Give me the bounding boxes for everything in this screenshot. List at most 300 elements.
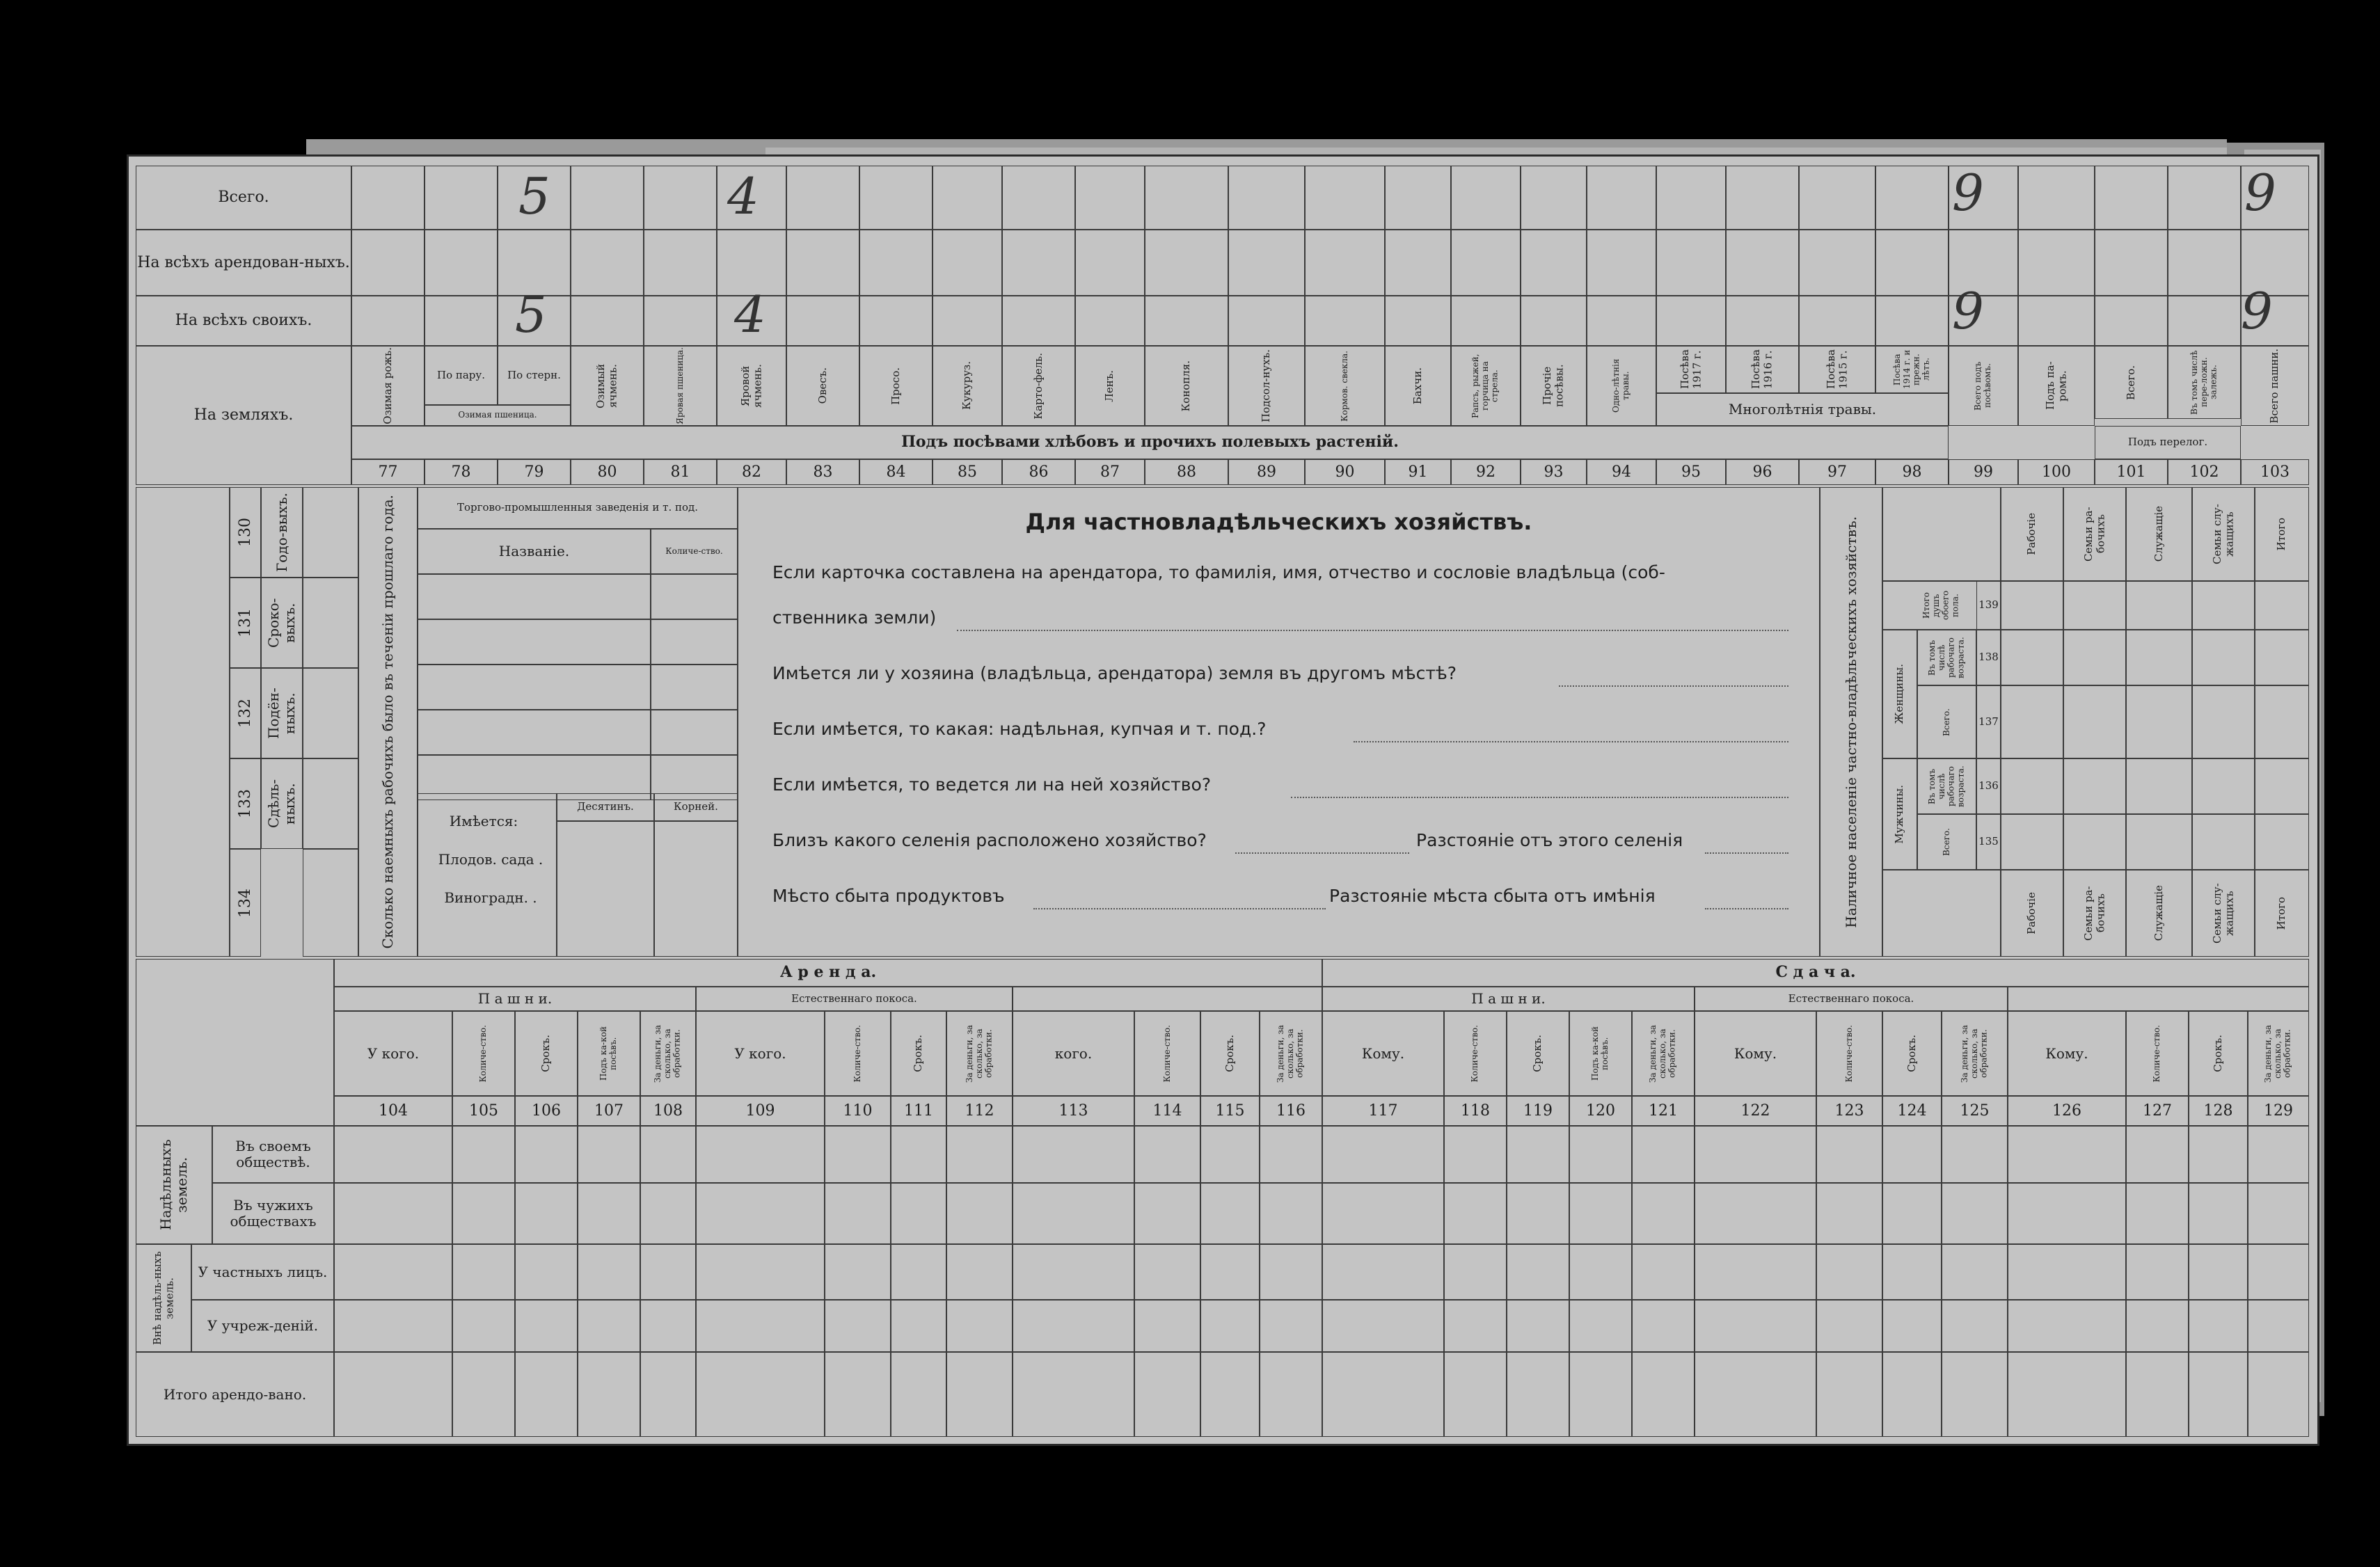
entry-cell[interactable]: [1200, 1300, 1260, 1352]
entry-cell[interactable]: [1569, 1183, 1632, 1244]
entry-cell[interactable]: [1882, 1183, 1942, 1244]
trade-name-line[interactable]: [418, 665, 651, 710]
entry-cell[interactable]: [1816, 1300, 1882, 1352]
pop-right-cell[interactable]: [2255, 630, 2309, 685]
hired-workers-title-text: Сколько наемныхъ рабочихъ было въ теченіи прошлаго года.: [379, 495, 396, 949]
trade-qty-line[interactable]: [651, 574, 738, 619]
pop-right-cell[interactable]: [2063, 685, 2126, 758]
answer-land-type-line[interactable]: [1354, 741, 1788, 742]
entry-cell[interactable]: [1200, 1126, 1260, 1183]
entry-cell[interactable]: [1882, 1244, 1942, 1300]
trade-name-line[interactable]: [418, 619, 651, 665]
pop-num-138: [1976, 630, 2001, 685]
svoi-cell-102[interactable]: [2168, 296, 2241, 346]
entry-cell[interactable]: [452, 1300, 515, 1352]
vsego-cell-80[interactable]: [571, 166, 644, 230]
entry-cell[interactable]: [1322, 1300, 1444, 1352]
entry-cell[interactable]: [1444, 1300, 1507, 1352]
arend-cell-86[interactable]: [1002, 230, 1075, 296]
entry-cell[interactable]: [1322, 1352, 1444, 1437]
entry-cell[interactable]: [1013, 1300, 1134, 1352]
entry-cell[interactable]: [2126, 1300, 2189, 1352]
pop-right-cell[interactable]: [2192, 814, 2255, 870]
sdacha-num-121-text: 121: [1649, 1101, 1678, 1120]
pop-right-cell[interactable]: [2192, 685, 2255, 758]
entry-cell[interactable]: [578, 1300, 640, 1352]
entry-cell[interactable]: [2126, 1126, 2189, 1183]
svoi-cell-87[interactable]: [1075, 296, 1145, 346]
entry-cell[interactable]: [1569, 1244, 1632, 1300]
entry-cell[interactable]: [1134, 1300, 1200, 1352]
answer-other-land-line[interactable]: [1559, 685, 1788, 687]
arend-cell-83[interactable]: [786, 230, 859, 296]
col-num-81-text: 81: [670, 463, 690, 481]
entry-cell[interactable]: [1507, 1183, 1569, 1244]
entry-cell[interactable]: [334, 1126, 452, 1183]
desyatin-head: [557, 793, 654, 821]
col-num-93-text: 93: [1544, 463, 1564, 481]
entry-cell[interactable]: [1942, 1126, 2008, 1183]
entry-cell[interactable]: [1013, 1126, 1134, 1183]
col-num-87-text: 87: [1100, 463, 1120, 481]
entry-cell[interactable]: [2248, 1352, 2309, 1437]
group-pod-perelog: [2095, 426, 2241, 459]
vsego-cell-86[interactable]: [1002, 166, 1075, 230]
pop-right-cell[interactable]: [2063, 581, 2126, 630]
sdacha-head-117: [1322, 1011, 1444, 1096]
entry-cell[interactable]: [1695, 1126, 1816, 1183]
entry-cell[interactable]: [1260, 1300, 1322, 1352]
entry-cell[interactable]: [1632, 1352, 1695, 1437]
entry-cell[interactable]: [640, 1352, 696, 1437]
entry-cell[interactable]: [1444, 1126, 1507, 1183]
answer-village-distance-line[interactable]: [1705, 852, 1788, 854]
col-head-90-text: Кормов. свекла.: [1339, 350, 1349, 422]
pop-right-cell[interactable]: [2063, 758, 2126, 814]
svoi-cell-93[interactable]: [1521, 296, 1587, 346]
row-svoem: [212, 1126, 334, 1183]
entry-cell[interactable]: [2189, 1352, 2248, 1437]
arend-cell-96[interactable]: [1726, 230, 1799, 296]
col-num-93: [1521, 459, 1587, 485]
pop-right-cell[interactable]: [2001, 685, 2063, 758]
entry-cell[interactable]: [1816, 1126, 1882, 1183]
entry-cell[interactable]: [515, 1126, 578, 1183]
entry-cell[interactable]: [1695, 1244, 1816, 1300]
svoi-cell-86[interactable]: [1002, 296, 1075, 346]
entry-cell[interactable]: [891, 1300, 946, 1352]
entry-cell[interactable]: [2008, 1183, 2126, 1244]
entry-cell[interactable]: [946, 1300, 1013, 1352]
entry-cell[interactable]: [1013, 1244, 1134, 1300]
entry-cell[interactable]: [640, 1183, 696, 1244]
svoi-cell-97[interactable]: [1799, 296, 1875, 346]
entry-cell[interactable]: [640, 1126, 696, 1183]
trade-qty-line[interactable]: [651, 665, 738, 710]
entry-cell[interactable]: [452, 1352, 515, 1437]
entry-cell[interactable]: [946, 1183, 1013, 1244]
sdacha-third-head: [2008, 987, 2309, 1011]
entry-cell[interactable]: [946, 1126, 1013, 1183]
entry-cell[interactable]: [515, 1244, 578, 1300]
entry-cell[interactable]: [578, 1352, 640, 1437]
arenda-num-111: [891, 1096, 946, 1126]
entry-cell[interactable]: [1200, 1183, 1260, 1244]
entry-cell[interactable]: [334, 1244, 452, 1300]
entry-cell[interactable]: [1444, 1244, 1507, 1300]
svoi-cell-85[interactable]: [933, 296, 1002, 346]
entry-cell[interactable]: [640, 1244, 696, 1300]
arend-cell-102[interactable]: [2168, 230, 2241, 296]
entry-cell[interactable]: [578, 1244, 640, 1300]
col-head-80: [571, 346, 644, 426]
arenda-num-110-text: 110: [843, 1101, 873, 1120]
arend-cell-90[interactable]: [1305, 230, 1385, 296]
pop-right-cell[interactable]: [2126, 685, 2192, 758]
entry-cell[interactable]: [1507, 1300, 1569, 1352]
col-num-78-text: 78: [451, 463, 471, 481]
vsego-cell-81[interactable]: [644, 166, 717, 230]
worker-label-132-text: Подён-ныхъ.: [265, 687, 298, 739]
arend-cell-78[interactable]: [425, 230, 498, 296]
pop-right-head-3-text: Семьи слу-жащихъ: [2210, 504, 2235, 564]
entry-cell[interactable]: [891, 1183, 946, 1244]
vsego-cell-96[interactable]: [1726, 166, 1799, 230]
desyatin-value[interactable]: [557, 821, 654, 957]
col-num-85-text: 85: [958, 463, 977, 481]
vsego-cell-78[interactable]: [425, 166, 498, 230]
entry-cell[interactable]: [1260, 1352, 1322, 1437]
entry-cell[interactable]: [1507, 1352, 1569, 1437]
entry-cell[interactable]: [2189, 1244, 2248, 1300]
pop-num-135: [1976, 814, 2001, 870]
worker-value-132[interactable]: [303, 668, 358, 758]
entry-cell[interactable]: [1507, 1244, 1569, 1300]
svoi-cell-81[interactable]: [644, 296, 717, 346]
answer-owner-line[interactable]: [957, 630, 1788, 631]
svoi-cell-77[interactable]: [351, 296, 425, 346]
worker-value-133[interactable]: [303, 758, 358, 849]
vsego-cell-101[interactable]: [2095, 166, 2168, 230]
worker-value-130[interactable]: [303, 487, 358, 578]
svoi-cell-89[interactable]: [1228, 296, 1305, 346]
entry-cell[interactable]: [1695, 1352, 1816, 1437]
entry-cell[interactable]: [2189, 1183, 2248, 1244]
entry-cell[interactable]: [1134, 1183, 1200, 1244]
entry-cell[interactable]: [891, 1126, 946, 1183]
svoi-cell-91[interactable]: [1385, 296, 1451, 346]
svoi-cell-98[interactable]: [1875, 296, 1949, 346]
answer-farming-line[interactable]: [1291, 797, 1788, 798]
entry-cell[interactable]: [946, 1352, 1013, 1437]
entry-cell[interactable]: [1882, 1126, 1942, 1183]
entry-cell[interactable]: [2008, 1300, 2126, 1352]
entry-cell[interactable]: [1134, 1126, 1200, 1183]
entry-cell[interactable]: [1507, 1126, 1569, 1183]
vsego-cell-84[interactable]: [859, 166, 933, 230]
arend-cell-97[interactable]: [1799, 230, 1875, 296]
entry-cell[interactable]: [452, 1183, 515, 1244]
entry-cell[interactable]: [334, 1352, 452, 1437]
pop-right-cell[interactable]: [2126, 758, 2192, 814]
population-title: [1820, 487, 1882, 957]
arend-cell-100[interactable]: [2018, 230, 2095, 296]
vsego-cell-93[interactable]: [1521, 166, 1587, 230]
pop-right-cell[interactable]: [2001, 814, 2063, 870]
arend-cell-98[interactable]: [1875, 230, 1949, 296]
entry-cell[interactable]: [1942, 1244, 2008, 1300]
pop-right-cell[interactable]: [2255, 814, 2309, 870]
pop-right-cell[interactable]: [2255, 758, 2309, 814]
entry-cell[interactable]: [2189, 1300, 2248, 1352]
entry-cell[interactable]: [1816, 1183, 1882, 1244]
entry-cell[interactable]: [640, 1300, 696, 1352]
vsego-cell-88[interactable]: [1145, 166, 1228, 230]
sdacha-num-125: [1942, 1096, 2008, 1126]
sdacha-head-128-text: Срокъ.: [2211, 1035, 2224, 1072]
col-head-95-text: Посѣва 1917 г.: [1678, 349, 1703, 390]
entry-cell[interactable]: [578, 1126, 640, 1183]
entry-cell[interactable]: [2189, 1126, 2248, 1183]
sdacha-head-118-text: Количе-ство.: [1470, 1024, 1480, 1083]
pop-right-cell[interactable]: [2192, 630, 2255, 685]
entry-cell[interactable]: [1816, 1352, 1882, 1437]
entry-cell[interactable]: [1882, 1352, 1942, 1437]
entry-cell[interactable]: [452, 1244, 515, 1300]
entry-cell[interactable]: [1134, 1244, 1200, 1300]
entry-cell[interactable]: [515, 1300, 578, 1352]
entry-cell[interactable]: [1816, 1244, 1882, 1300]
pop-right-cell[interactable]: [2063, 814, 2126, 870]
pop-right-cell[interactable]: [2255, 581, 2309, 630]
svoi-cell-90[interactable]: [1305, 296, 1385, 346]
sdacha-num-125-text: 125: [1960, 1101, 1990, 1120]
worker-num-134-text: 134: [236, 888, 254, 918]
pop-right-cell[interactable]: [2192, 758, 2255, 814]
sdacha-head-127-text: Количе-ство.: [2152, 1024, 2162, 1083]
entry-cell[interactable]: [2248, 1244, 2309, 1300]
svoi-cell-100[interactable]: [2018, 296, 2095, 346]
arenda-banner-text: А р е н д а.: [779, 963, 877, 982]
arend-cell-77[interactable]: [351, 230, 425, 296]
entry-cell[interactable]: [334, 1183, 452, 1244]
entry-cell[interactable]: [2248, 1183, 2309, 1244]
arenda-head-110-text: Количе-ство.: [852, 1024, 862, 1083]
entry-cell[interactable]: [1260, 1183, 1322, 1244]
vsego-cell-98[interactable]: [1875, 166, 1949, 230]
entry-cell[interactable]: [891, 1244, 946, 1300]
entry-cell[interactable]: [1322, 1183, 1444, 1244]
entry-cell[interactable]: [825, 1352, 891, 1437]
entry-cell[interactable]: [696, 1126, 825, 1183]
vineyard-label: Виноградн. .: [444, 889, 537, 906]
entry-cell[interactable]: [2008, 1244, 2126, 1300]
entry-cell[interactable]: [1322, 1126, 1444, 1183]
entry-cell[interactable]: [696, 1183, 825, 1244]
arenda-num-104-text: 104: [379, 1101, 408, 1120]
arend-cell-101[interactable]: [2095, 230, 2168, 296]
entry-cell[interactable]: [2126, 1352, 2189, 1437]
entry-cell[interactable]: [334, 1300, 452, 1352]
entry-cell[interactable]: [1013, 1183, 1134, 1244]
entry-cell[interactable]: [946, 1244, 1013, 1300]
top-row-label-text: На земляхъ.: [193, 406, 294, 424]
arend-cell-95[interactable]: [1656, 230, 1726, 296]
entry-cell[interactable]: [1134, 1352, 1200, 1437]
arenda-head-109-text: У кого.: [734, 1044, 786, 1062]
sdacha-num-118: [1444, 1096, 1507, 1126]
entry-cell[interactable]: [1444, 1352, 1507, 1437]
svoi-cell-92[interactable]: [1451, 296, 1521, 346]
worker-label-131: [261, 578, 303, 668]
svoi-cell-94[interactable]: [1587, 296, 1656, 346]
arend-cell-93[interactable]: [1521, 230, 1587, 296]
pop-right-cell[interactable]: [2126, 630, 2192, 685]
col-num-94-text: 94: [1612, 463, 1631, 481]
arend-cell-85[interactable]: [933, 230, 1002, 296]
korney-value[interactable]: [654, 821, 738, 957]
entry-cell[interactable]: [1322, 1244, 1444, 1300]
arenda-head-116: [1260, 1011, 1322, 1096]
arenda-num-116: [1260, 1096, 1322, 1126]
entry-cell[interactable]: [2126, 1244, 2189, 1300]
vsego-cell-94[interactable]: [1587, 166, 1656, 230]
pop-right-cell[interactable]: [2126, 581, 2192, 630]
entry-cell[interactable]: [891, 1352, 946, 1437]
entry-cell[interactable]: [1013, 1352, 1134, 1437]
col-num-81: [644, 459, 717, 485]
svoi-cell-80[interactable]: [571, 296, 644, 346]
vsego-cell-91[interactable]: [1385, 166, 1451, 230]
entry-cell[interactable]: [2248, 1126, 2309, 1183]
col-num-96-text: 96: [1752, 463, 1772, 481]
entry-cell[interactable]: [1942, 1183, 2008, 1244]
entry-cell[interactable]: [1632, 1183, 1695, 1244]
entry-cell[interactable]: [1882, 1300, 1942, 1352]
pop-right-head-3: [2192, 487, 2255, 581]
arend-cell-91[interactable]: [1385, 230, 1451, 296]
arend-cell-89[interactable]: [1228, 230, 1305, 296]
svoi-cell-101[interactable]: [2095, 296, 2168, 346]
pop-right-cell[interactable]: [2192, 581, 2255, 630]
col-num-101: [2095, 459, 2168, 485]
arend-cell-92[interactable]: [1451, 230, 1521, 296]
entry-cell[interactable]: [696, 1352, 825, 1437]
svoi-cell-78[interactable]: [425, 296, 498, 346]
entry-cell[interactable]: [1569, 1300, 1632, 1352]
entry-cell[interactable]: [1942, 1352, 2008, 1437]
entry-cell[interactable]: [1260, 1244, 1322, 1300]
arenda-head-104: [334, 1011, 452, 1096]
entry-cell[interactable]: [825, 1244, 891, 1300]
vsego-cell-92[interactable]: [1451, 166, 1521, 230]
vsego-cell-102[interactable]: [2168, 166, 2241, 230]
vsego-cell-77[interactable]: [351, 166, 425, 230]
arend-cell-87[interactable]: [1075, 230, 1145, 296]
vsego-cell-87[interactable]: [1075, 166, 1145, 230]
worker-value-134[interactable]: [303, 849, 358, 957]
entry-cell[interactable]: [515, 1352, 578, 1437]
entry-cell[interactable]: [1942, 1300, 2008, 1352]
entry-cell[interactable]: [825, 1126, 891, 1183]
entry-cell[interactable]: [1695, 1300, 1816, 1352]
sdacha-head-123-text: Количе-ство.: [1843, 1024, 1854, 1083]
entry-cell[interactable]: [515, 1183, 578, 1244]
vsego-cell-89[interactable]: [1228, 166, 1305, 230]
entry-cell[interactable]: [1200, 1352, 1260, 1437]
entry-cell[interactable]: [1260, 1126, 1322, 1183]
trade-name-line[interactable]: [418, 710, 651, 755]
arenda-num-107-text: 107: [594, 1101, 624, 1120]
entry-cell[interactable]: [1695, 1183, 1816, 1244]
entry-cell[interactable]: [1569, 1126, 1632, 1183]
entry-cell[interactable]: [2008, 1352, 2126, 1437]
vsego-cell-97[interactable]: [1799, 166, 1875, 230]
entry-cell[interactable]: [1632, 1300, 1695, 1352]
trade-name-line[interactable]: [418, 574, 651, 619]
sdacha-num-117-text: 117: [1368, 1101, 1398, 1120]
entry-cell[interactable]: [825, 1300, 891, 1352]
svoi-cell-96[interactable]: [1726, 296, 1799, 346]
answer-market-distance-line[interactable]: [1705, 908, 1788, 909]
arend-cell-88[interactable]: [1145, 230, 1228, 296]
svoi-cell-88[interactable]: [1145, 296, 1228, 346]
entry-cell[interactable]: [1200, 1244, 1260, 1300]
entry-cell[interactable]: [696, 1244, 825, 1300]
trade-qty-line[interactable]: [651, 619, 738, 665]
entry-cell[interactable]: [1632, 1126, 1695, 1183]
svoi-cell-95[interactable]: [1656, 296, 1726, 346]
entry-cell[interactable]: [825, 1183, 891, 1244]
pop-num-136-text: 136: [1978, 779, 1999, 793]
answer-village-line[interactable]: [1235, 852, 1409, 854]
arend-cell-81[interactable]: [644, 230, 717, 296]
svoi-cell-83[interactable]: [786, 296, 859, 346]
entry-cell[interactable]: [2008, 1126, 2126, 1183]
pop-right-cell[interactable]: [2001, 581, 2063, 630]
entry-cell[interactable]: [2248, 1300, 2309, 1352]
vsego-cell-95[interactable]: [1656, 166, 1726, 230]
vsego-cell-100[interactable]: [2018, 166, 2095, 230]
arend-cell-80[interactable]: [571, 230, 644, 296]
pop-right-cell[interactable]: [2063, 630, 2126, 685]
col-head-77-text: Озимая рожь.: [381, 347, 394, 424]
pop-right-cell[interactable]: [2001, 758, 2063, 814]
entry-cell[interactable]: [452, 1126, 515, 1183]
answer-market-line[interactable]: [1033, 908, 1326, 909]
entry-cell[interactable]: [1569, 1352, 1632, 1437]
pop-right-head-4: [2255, 487, 2309, 581]
arend-cell-94[interactable]: [1587, 230, 1656, 296]
trade-qty-line[interactable]: [651, 710, 738, 755]
entry-cell[interactable]: [578, 1183, 640, 1244]
vsego-cell-83[interactable]: [786, 166, 859, 230]
vsego-cell-90[interactable]: [1305, 166, 1385, 230]
trade-name-head: [418, 529, 651, 574]
vsego-cell-85[interactable]: [933, 166, 1002, 230]
entry-cell[interactable]: [2126, 1183, 2189, 1244]
arend-cell-84[interactable]: [859, 230, 933, 296]
entry-cell[interactable]: [1632, 1244, 1695, 1300]
entry-cell[interactable]: [1444, 1183, 1507, 1244]
pop-right-cell[interactable]: [2001, 630, 2063, 685]
pop-right-cell[interactable]: [2255, 685, 2309, 758]
pop-right-cell[interactable]: [2126, 814, 2192, 870]
worker-value-131[interactable]: [303, 578, 358, 668]
svoi-cell-84[interactable]: [859, 296, 933, 346]
sdacha-head-121-text: За деньги, за сколько, за обработки.: [1648, 1024, 1677, 1083]
entry-cell[interactable]: [696, 1300, 825, 1352]
